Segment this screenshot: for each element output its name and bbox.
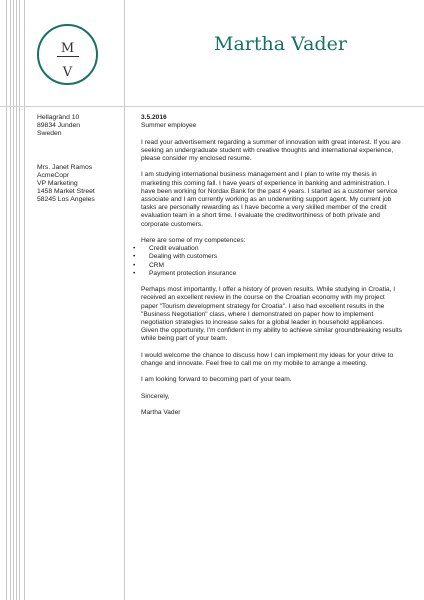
address-sidebar	[37, 114, 95, 230]
competence-item: • CRM	[141, 262, 403, 270]
competence-item: • Credit evaluation	[141, 245, 403, 253]
decorative-line	[24, 0, 25, 600]
letter-paragraph: I read your advertisement regarding a summer of innovation with great interest. If you are seeking an undergraduate student with creative thoughts and international experience, please consider my enclosed resume.	[141, 138, 401, 162]
sender-address-line: Sweden	[37, 130, 62, 138]
header-divider	[0, 106, 424, 107]
decorative-line	[6, 0, 7, 600]
letter-paragraph: I am looking forward to becoming part of your team.	[141, 376, 292, 384]
sender-address-line: Hellagränd 10	[37, 114, 80, 121]
decorative-line	[16, 0, 17, 600]
letter-subject: Summer employee	[141, 122, 197, 130]
letter-paragraph: Perhaps most importantly, I offer a history of proven results. While studying in Croatia, I received an excellent review in the course on the Croatian economy with my project paper "Tourism development strategy for Croatia". I also had excellent results in the "Business Negotiation" class, where I demonstrated on paper how to implement negotiation strategies to increase sales for a global leader in household appliances. Given the opportunity, I'm confident in my ability to achieve similar groundbreaking results while being part of your team.	[141, 286, 402, 343]
decorative-line	[10, 0, 11, 600]
letter-date: 3.5.2016	[141, 114, 167, 121]
sender-address-line: 89834 Junden	[37, 122, 81, 130]
monogram-badge	[37, 24, 98, 85]
competences-intro: Here are some of my competences:	[141, 237, 246, 244]
competences-list	[141, 245, 403, 278]
sender-address	[37, 114, 95, 139]
sender-name-title: Martha Vader	[214, 33, 347, 55]
monogram-initial-first: M	[60, 41, 75, 56]
competence-item: • Dealing with customers	[141, 253, 403, 261]
recipient-address-line: AcmeCopr	[37, 171, 70, 179]
decorative-line	[13, 0, 14, 600]
letter-paragraph: I would welcome the chance to discuss how I can implement my ideas for your drive to change and innovate. Feel free to call me on my mobile to arrange a meeting.	[141, 351, 394, 368]
recipient-address-line: 1458 Market Street	[37, 188, 95, 196]
competence-item: • Payment protection insurance	[141, 270, 403, 278]
monogram-rule	[57, 56, 79, 57]
letter-paragraph: I am studying international business management and I plan to write my thesis in marketing this coming fall. I have years of experience in banking and administration. I have been working for Nordax Bank for the past 4 years. I started as a customer service associate and I am currently working as an underwriting support agent. My current job tasks are personally rewarding as I have become a very skilled member of the credit evaluation team in a short time. I evaluate the creditworthiness of both private and corporate customers.	[141, 171, 398, 228]
recipient-address-line: Mrs. Janet Ramos	[37, 163, 93, 171]
decorative-line	[19, 0, 20, 600]
recipient-address	[37, 164, 95, 205]
recipient-address-line: VP Marketing	[37, 180, 78, 188]
letter-signature: Martha Vader	[141, 409, 181, 417]
letter-body	[141, 114, 403, 426]
monogram-initial-last: V	[62, 65, 73, 80]
letter-closing: Sincerely,	[141, 392, 170, 400]
column-divider	[124, 0, 125, 600]
recipient-address-line: 58245 Los Angeles	[37, 196, 95, 204]
